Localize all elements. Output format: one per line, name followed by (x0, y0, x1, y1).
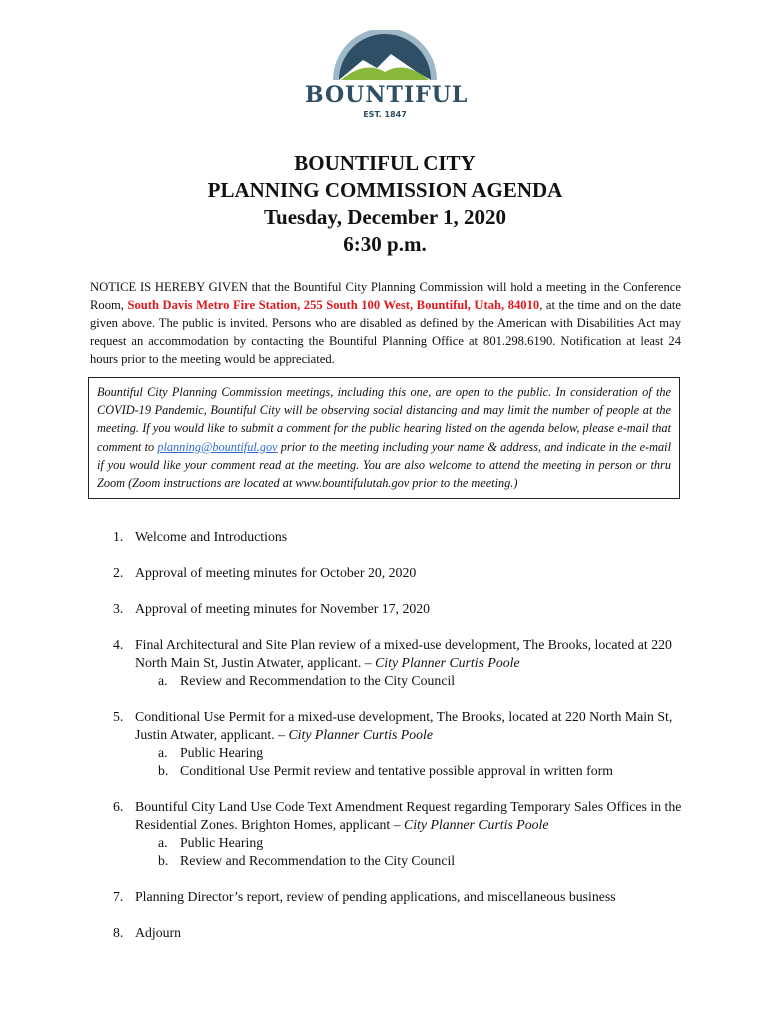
item-number: 2. (113, 565, 124, 580)
sub-text: Public Hearing (180, 835, 264, 850)
agenda-item (113, 636, 693, 690)
covid-text-1: Bountiful City Planning Commission meetings, including this one, are open to the public. In consideration of the COVID-19 Pandemic, Bountiful City will be observing social distancing and may limit the number of people at the meeting. If you would like to submit a comment for the public hearing listed on the agenda below, please e-mail that comment to (97, 385, 671, 454)
notice-text-2: , at the time and on the date given above. The public is invited. Persons who are disabled as defined by the American with Disabilities Act may request an accommodation by contacting the Bountiful Planning Office at 801.298.6190. Notification at least 24 hours prior to the meeting would be appreciated. (90, 298, 681, 366)
item-text: Approval of meeting minutes for October 20, 2020 (135, 565, 417, 580)
item-number: 5. (113, 709, 124, 724)
item-text: Final Architectural and Site Plan review of a mixed-use development, The Brooks, located at 220 North Main St, Justin Atwater, applicant. – (135, 637, 672, 670)
agenda-item (113, 528, 693, 546)
item-number: 7. (113, 889, 124, 904)
sub-item (135, 672, 693, 690)
sub-label: a. (158, 745, 168, 760)
notice-text-1: NOTICE IS HEREBY GIVEN that the Bountiful City Planning Commission will hold a meeting in the Conference Room, (90, 280, 681, 312)
item-text: Planning Director’s report, review of pending applications, and miscellaneous business (135, 889, 616, 904)
title-commission: PLANNING COMMISSION AGENDA (207, 178, 563, 202)
item-number: 6. (113, 799, 124, 814)
bountiful-logo (305, 30, 469, 125)
agenda-item (113, 888, 693, 906)
sub-label: b. (158, 763, 169, 778)
title-date: Tuesday, December 1, 2020 (263, 205, 507, 229)
agenda-item (113, 798, 693, 870)
notice-location: South Davis Metro Fire Station, 255 South 100 West, Bountiful, Utah, 84010 (127, 298, 540, 312)
sub-item (135, 744, 693, 762)
covid-text-2: prior to the meeting including your name & address, and indicate in the e-mail if you would like your comment read at the meeting. You are also welcome to attend the meeting in person or thru Zoom (Zoom instructions are located at www.bountifulutah.gov prior to the meeting.) (97, 439, 671, 491)
sub-item (135, 762, 693, 780)
sub-label: b. (158, 853, 169, 868)
item-presenter: City Planner Curtis Poole (288, 727, 433, 742)
item-number: 4. (113, 637, 124, 652)
item-text: Approval of meeting minutes for November 17, 2020 (135, 601, 431, 616)
covid-notice-box (88, 377, 680, 499)
item-number: 1. (113, 529, 124, 544)
sub-text: Review and Recommendation to the City Council (180, 853, 456, 868)
item-number: 8. (113, 925, 124, 940)
agenda-list (113, 528, 693, 960)
sub-text: Review and Recommendation to the City Council (180, 673, 456, 688)
sub-text: Public Hearing (180, 745, 264, 760)
agenda-title (0, 150, 770, 258)
item-number: 3. (113, 601, 124, 616)
agenda-item (113, 564, 693, 582)
title-time: 6:30 p.m. (343, 232, 427, 256)
meeting-notice (90, 278, 681, 368)
item-text: Welcome and Introductions (135, 529, 288, 544)
sub-label: a. (158, 835, 168, 850)
item-presenter: City Planner Curtis Poole (404, 817, 549, 832)
logo-name: BOUNTIFUL (305, 82, 469, 108)
item-presenter: City Planner Curtis Poole (375, 655, 520, 670)
title-city: BOUNTIFUL CITY (294, 151, 476, 175)
item-text: Adjourn (135, 925, 181, 940)
logo-est: EST. 1847 (363, 110, 407, 119)
sub-label: a. (158, 673, 168, 688)
agenda-item (113, 924, 693, 942)
email-link[interactable]: planning@bountiful.gov (157, 439, 278, 454)
item-text: Bountiful City Land Use Code Text Amendment Request regarding Temporary Sales Offices in the Residential Zones. Brighton Homes, applicant – (135, 799, 682, 832)
sub-item (135, 852, 693, 870)
sub-item (135, 834, 693, 852)
agenda-item (113, 708, 693, 780)
sub-text: Conditional Use Permit review and tentative possible approval in written form (180, 763, 613, 778)
agenda-item (113, 600, 693, 618)
item-text: Conditional Use Permit for a mixed-use development, The Brooks, located at 220 North Main St, Justin Atwater, applicant. – (135, 709, 673, 742)
